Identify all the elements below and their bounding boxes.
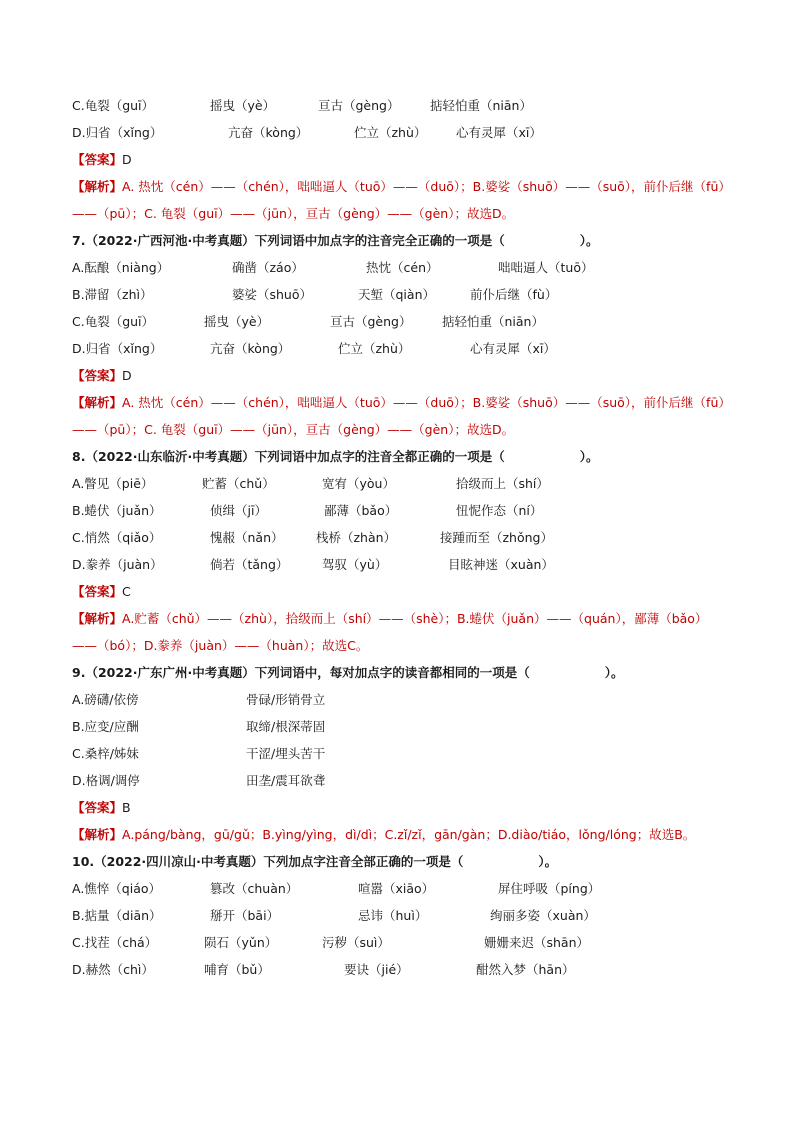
q7-option-c: C.龟裂（guī） 摇曳（yè） 亘古（gèng） 掂轻怕重（niān） [72, 314, 544, 329]
q10-option-b: B.掂量（diān） 掰开（bāi） 忌讳（huì） 绚丽多姿（xuàn） [72, 908, 596, 923]
q9-answer: 【答案】B [72, 800, 131, 815]
q9-option-c: C.桑梓/姊妹 干涩/埋头苦干 [72, 746, 326, 761]
q9-explanation: 【解析】A.páng/bàng，gū/gǔ；B.yìng/yìng，dì/dì；C.zǐ/zǐ，gān/gàn；D.diào/tiáo，lǒng/lóng；故选B。 [72, 827, 696, 842]
q6-option-c: C.龟裂（guī） 摇曳（yè） 亘古（gèng） 掂轻怕重（niān） [72, 98, 532, 113]
q7-option-a: A.酝酿（niàng） 确凿（záo） 热忱（cén） 咄咄逼人（tuō） [72, 260, 594, 275]
q8-option-c: C.悄然（qiǎo） 愧赧（nǎn） 栈桥（zhàn） 接踵而至（zhǒng） [72, 530, 553, 545]
q10-option-c: C.找茬（chá） 陨石（yǔn） 污秽（suì） 姗姗来迟（shān） [72, 935, 590, 950]
q7-stem: 7.（2022·广西河池·中考真题）下列词语中加点字的注音完全正确的一项是（ ）。 [72, 233, 599, 248]
q9-option-d: D.格调/调停 田垄/震耳欲聋 [72, 773, 326, 788]
q8-option-b: B.蜷伏（juǎn） 侦缉（jī） 鄙薄（bǎo） 忸怩作态（ní） [72, 503, 543, 518]
q6-answer: 【答案】D [72, 152, 132, 167]
q6-explanation: 【解析】A. 热忱（cén）——（chén），咄咄逼人（tuō）——（duō）；B.婆娑（shuō）——（suō），前仆后继（fū）——（pū）；C. 龟裂（guī）——（jūn），亘古（gèng）——（gèn）；故选D。 [72, 179, 731, 221]
q8-answer: 【答案】C [72, 584, 131, 599]
document-content [72, 92, 732, 983]
q10-option-d: D.赫然（chì） 哺育（bǔ） 要诀（jié） 酣然入梦（hān） [72, 962, 575, 977]
q9-option-a: A.磅礴/依傍 骨碌/形销骨立 [72, 692, 326, 707]
q7-answer: 【答案】D [72, 368, 132, 383]
q7-explanation: 【解析】A. 热忱（cén）——（chén），咄咄逼人（tuō）——（duō）；B.婆娑（shuō）——（suō），前仆后继（fū）——（pū）；C. 龟裂（guī）——（jūn），亘古（gèng）——（gèn）；故选D。 [72, 395, 731, 437]
q8-option-a: A.瞥见（piē） 贮蓄（chǔ） 宽宥（yòu） 拾级而上（shí） [72, 476, 549, 491]
q10-stem: 10.（2022·四川凉山·中考真题）下列加点字注音全部正确的一项是（ ）。 [72, 854, 558, 869]
q10-option-a: A.憔悴（qiáo） 篡改（chuàn） 喧嚣（xiāo） 屏住呼吸（píng） [72, 881, 601, 896]
q9-stem: 9.（2022·广东广州·中考真题）下列词语中，每对加点字的读音都相同的一项是（ ）。 [72, 665, 624, 680]
q7-option-d: D.归省（xǐng） 亢奋（kòng） 伫立（zhù） 心有灵犀（xī） [72, 341, 556, 356]
q7-option-b: B.滞留（zhì） 婆娑（shuō） 天堑（qiàn） 前仆后继（fù） [72, 287, 558, 302]
q6-option-d: D.归省（xǐng） 亢奋（kòng） 伫立（zhù） 心有灵犀（xī） [72, 125, 542, 140]
q8-explanation: 【解析】A.贮蓄（chǔ）——（zhù），拾级而上（shí）——（shè）；B.蜷伏（juǎn）——（quán），鄙薄（bǎo）——（bó）；D.豢养（juàn）——（huàn）；故选C。 [72, 611, 708, 653]
q8-option-d: D.豢养（juàn） 倘若（tǎng） 驾驭（yù） 目眩神迷（xuàn） [72, 557, 554, 572]
q9-option-b: B.应变/应酬 取缔/根深蒂固 [72, 719, 326, 734]
q8-stem: 8.（2022·山东临沂·中考真题）下列词语中加点字的注音全都正确的一项是（ ）。 [72, 449, 599, 464]
